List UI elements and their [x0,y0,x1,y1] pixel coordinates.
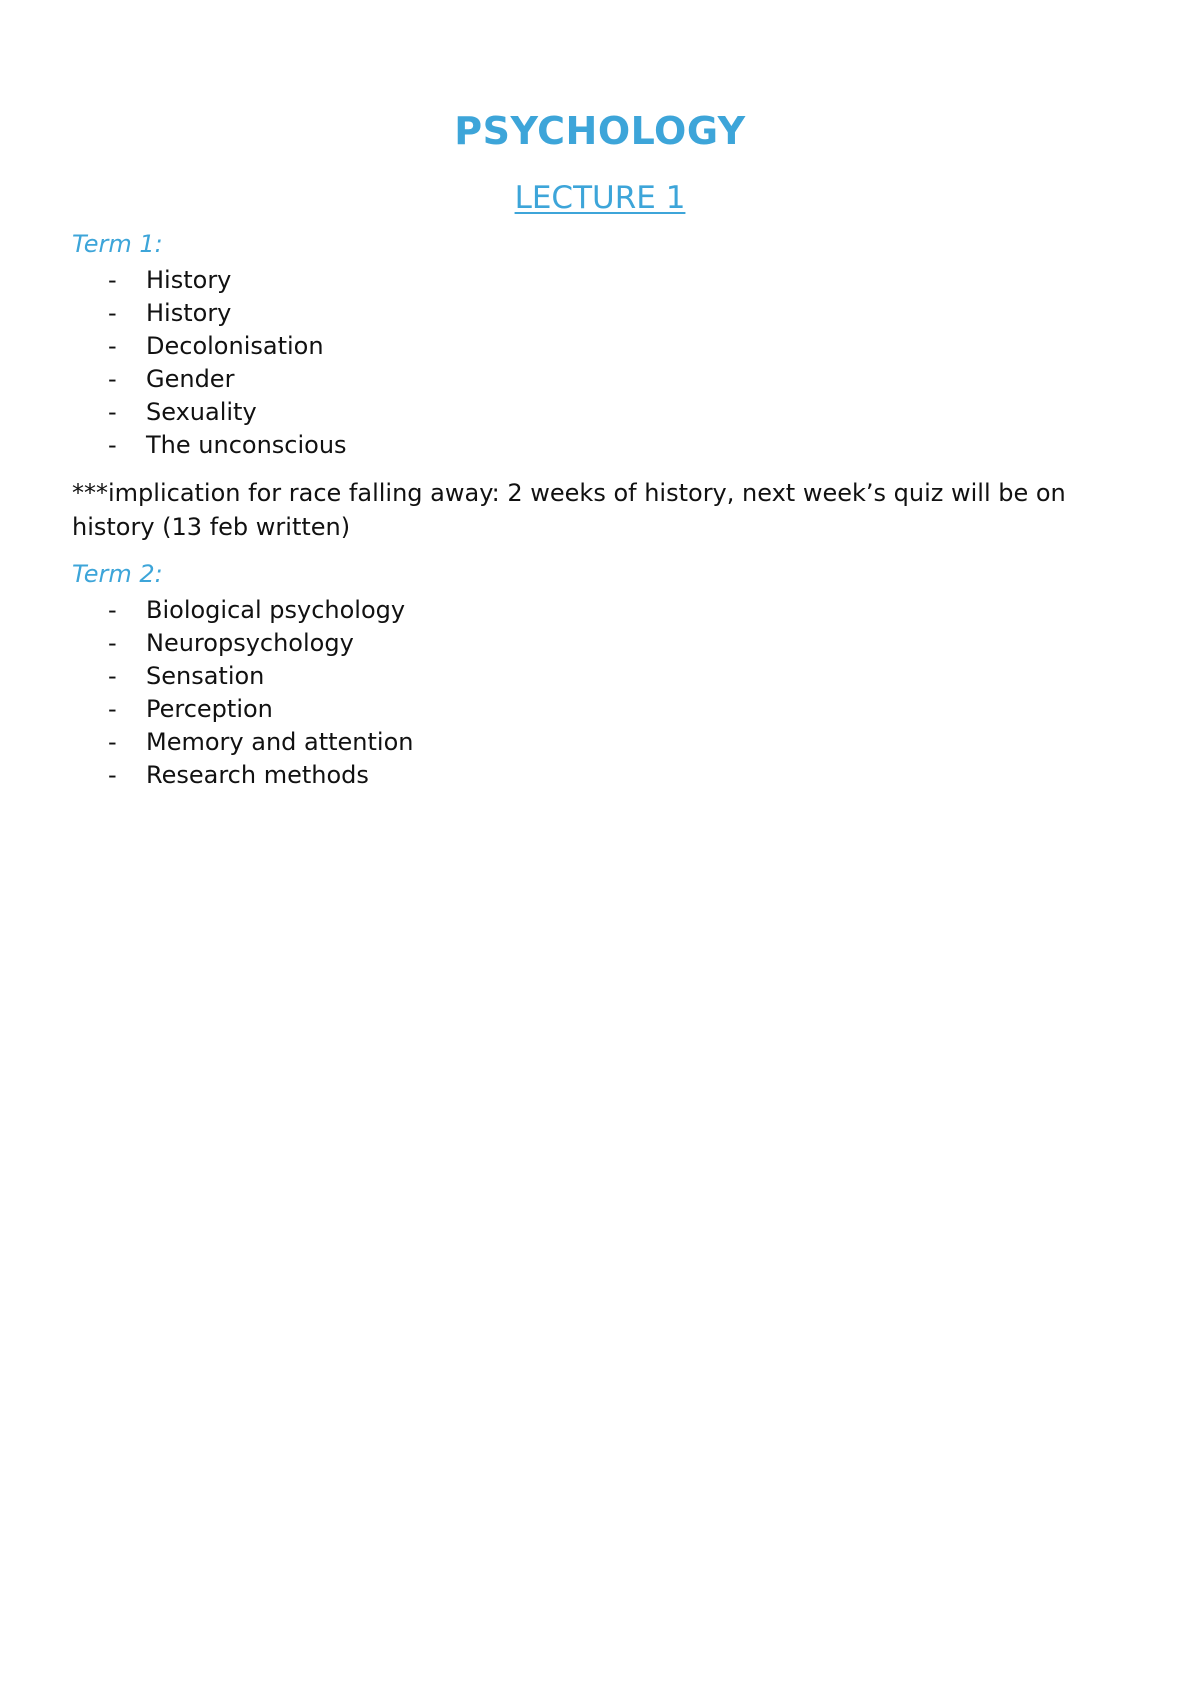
bullet-dash: - [108,629,117,657]
list-item-text: Perception [146,695,273,723]
term-1-heading: Term 1: [72,230,163,258]
term-2-heading: Term 2: [72,560,163,588]
bullet-dash: - [108,299,117,327]
lecture-subtitle [0,178,1200,218]
list-item-text: History [146,299,232,327]
list-item-text: Decolonisation [146,332,324,360]
list-item-text: Biological psychology [146,596,406,624]
bullet-dash: - [108,662,117,690]
quiz-note: ***implication for race falling away: 2 weeks of history, next week’s quiz will be on history (13 feb written) [72,479,1066,541]
bullet-dash: - [108,332,117,360]
list-item-text: History [146,266,232,294]
bullet-dash: - [108,365,117,393]
bullet-dash: - [108,431,117,459]
bullet-dash: - [108,266,117,294]
page-title: PSYCHOLOGY [454,109,746,153]
list-item-text: Sexuality [146,398,257,426]
list-item-text: Memory and attention [146,728,414,756]
lecture-subtitle-text: LECTURE 1 [514,180,686,216]
bullet-dash: - [108,728,117,756]
list-item-text: The unconscious [146,431,347,459]
list-item-text: Research methods [146,761,369,789]
bullet-dash: - [108,695,117,723]
list-item-text: Sensation [146,662,265,690]
bullet-dash: - [108,761,117,789]
list-item-text: Gender [146,365,235,393]
bullet-dash: - [108,398,117,426]
list-item-text: Neuropsychology [146,629,354,657]
bullet-dash: - [108,596,117,624]
